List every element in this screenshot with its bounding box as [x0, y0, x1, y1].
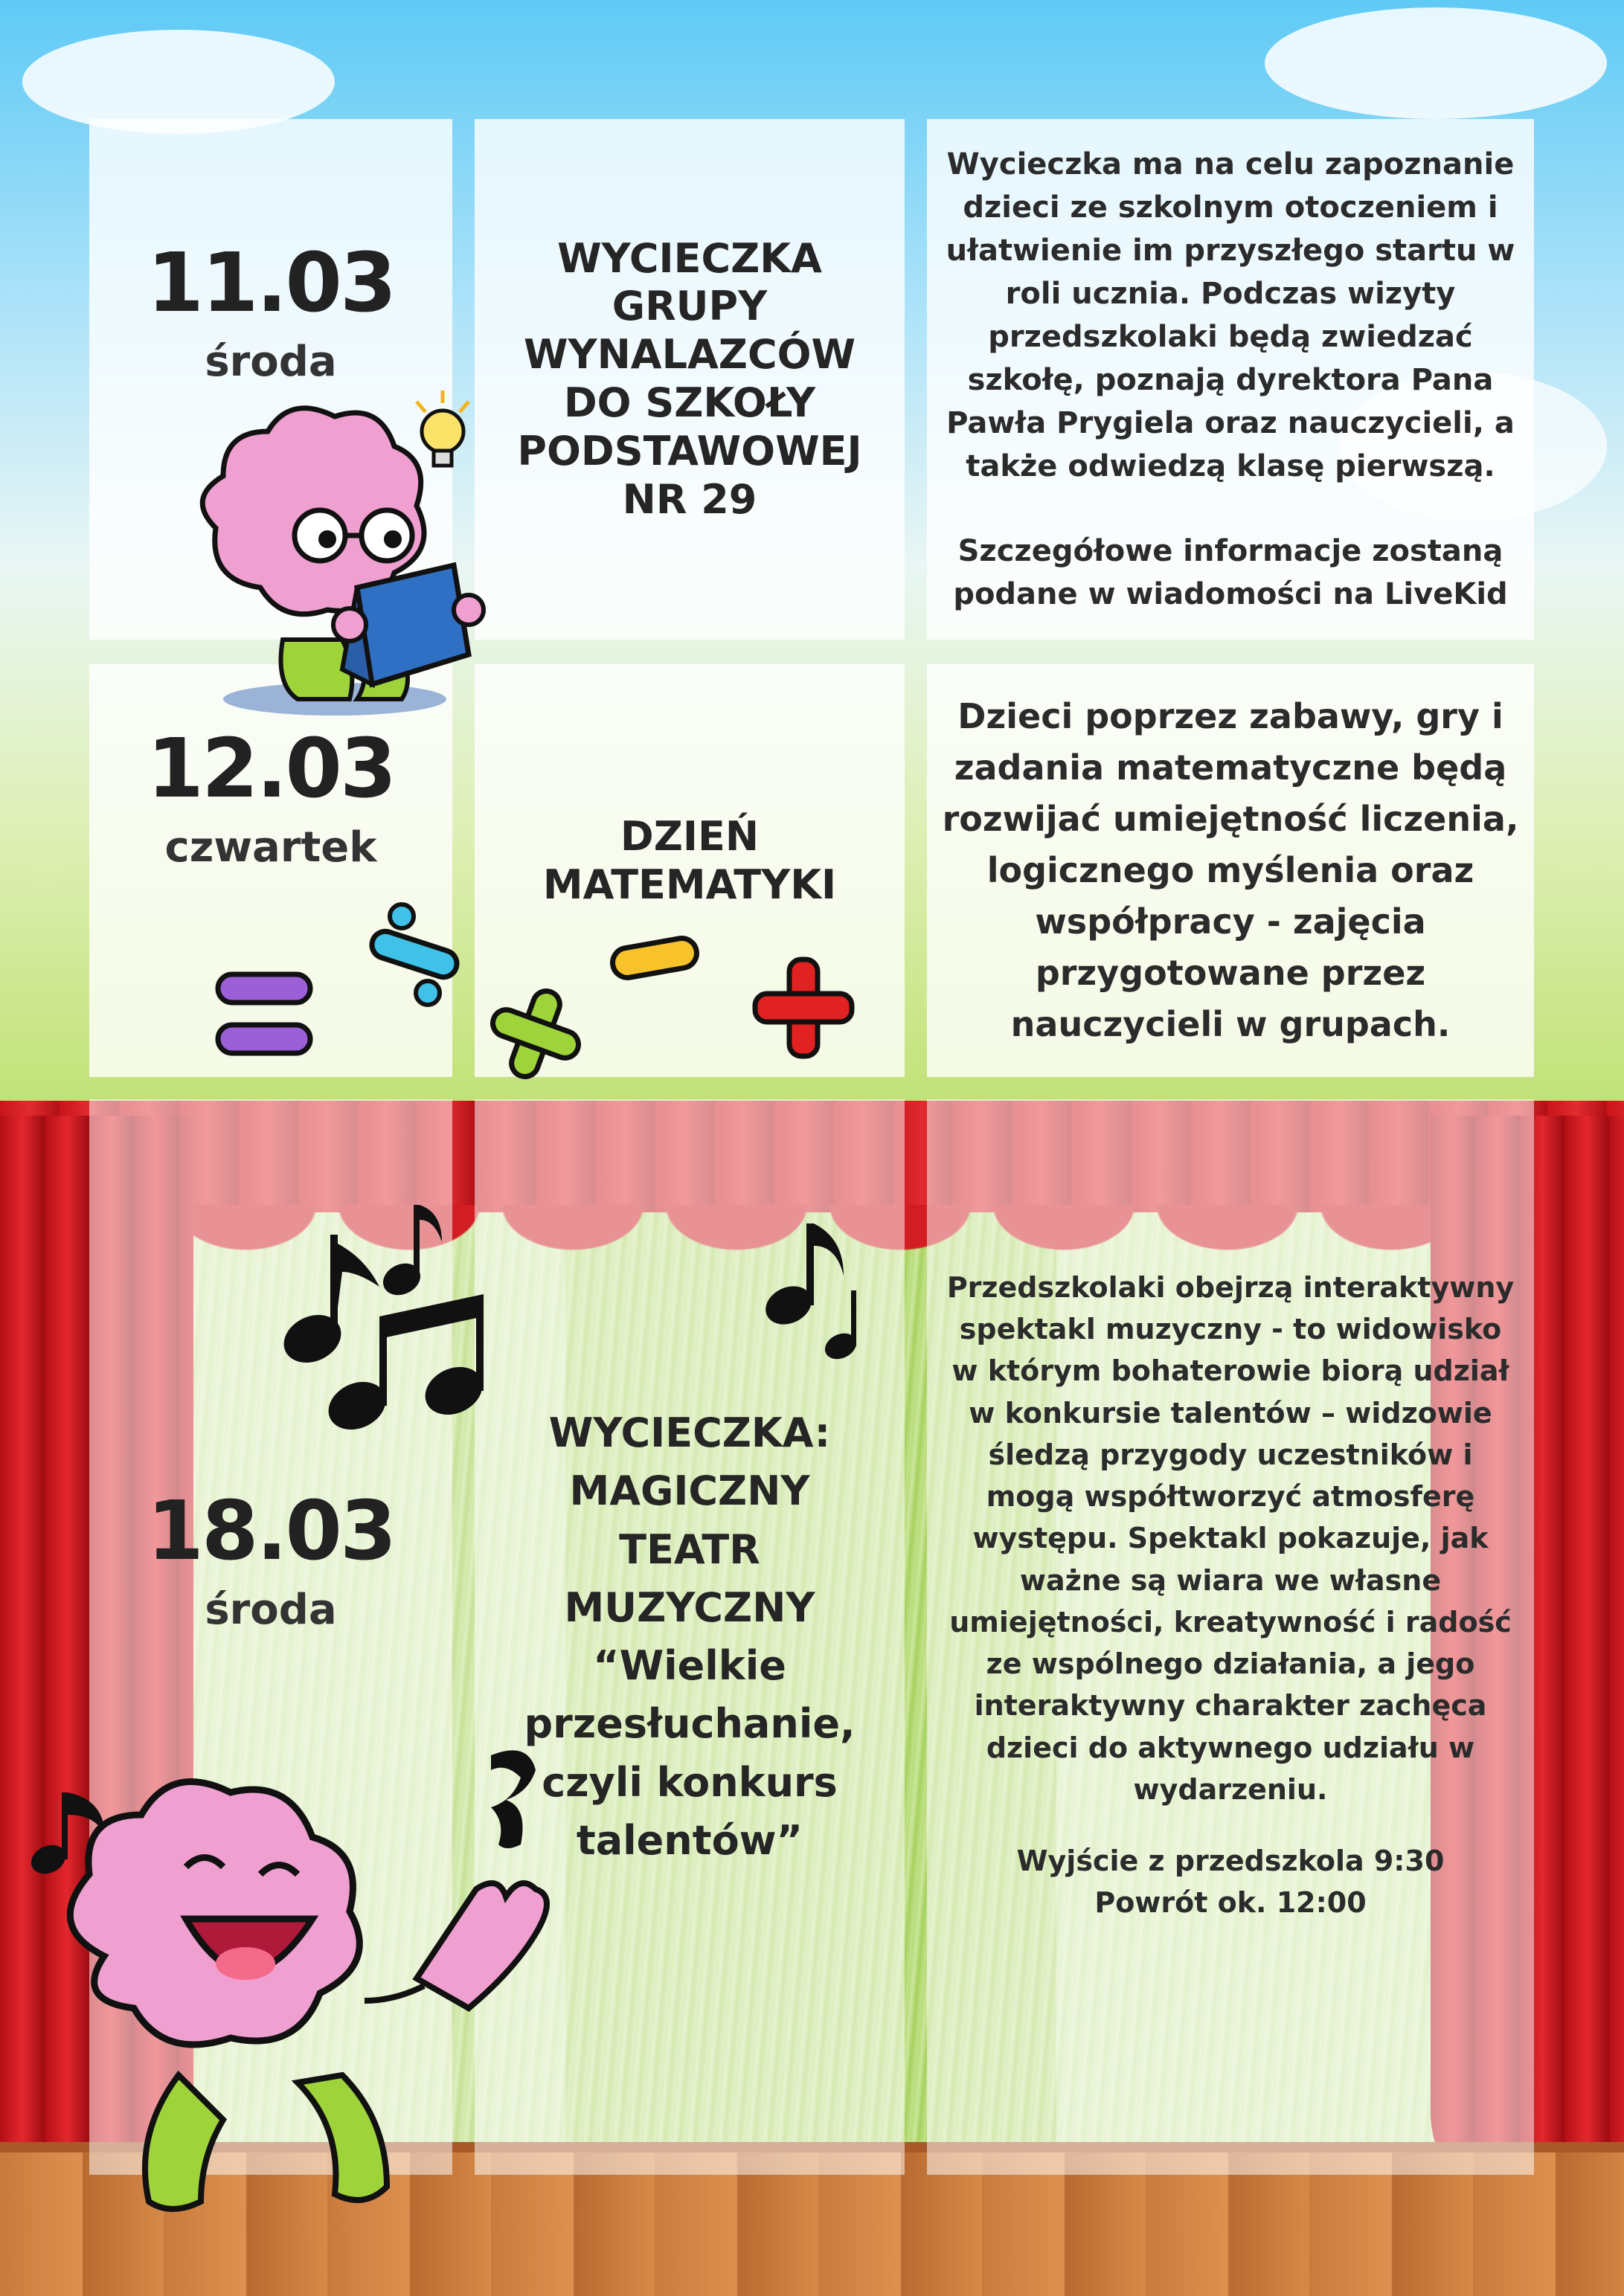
- event-title-line: DO SZKOŁY: [563, 379, 816, 426]
- event-title-line: talentów”: [576, 1817, 803, 1865]
- plus-sign-green-icon: [484, 982, 588, 1086]
- event-title-line: WYCIECZKA:: [548, 1409, 831, 1456]
- event-title-line: NR 29: [622, 475, 757, 523]
- event-date: 12.03: [147, 721, 395, 816]
- event-title-line: PODSTAWOWEJ: [517, 427, 862, 475]
- event-description: [927, 1267, 1534, 1924]
- division-sign-icon: [365, 900, 465, 1012]
- event-title-line: GRUPY: [612, 283, 768, 330]
- event-title: [543, 813, 836, 910]
- event-title-line: MAGICZNY: [569, 1467, 810, 1515]
- event-title-line: DZIEŃ: [620, 813, 760, 860]
- cloud-decoration: [22, 30, 335, 134]
- description-paragraph: Wycieczka ma na celu zapoznanie dzieci ze szkolnym otoczeniem i ułatwienie im przyszłego startu w roli ucznia. Podczas wizyty przedszkolaki będą zwiedzać szkołę, poznają dyrektora Pana Pawła Prygiela oraz nauczycieli, a także odwiedzą klasę pierwszą.: [946, 147, 1515, 483]
- music-note-icon: [275, 1197, 513, 1443]
- event-title-line: “Wielkie: [593, 1642, 786, 1690]
- event-1-description-cell: [927, 119, 1534, 640]
- event-title-line: WYCIECZKA: [557, 234, 822, 282]
- event-date: 18.03: [147, 1483, 395, 1578]
- brain-mascot-singing-icon: [15, 1755, 625, 2276]
- event-day: środa: [205, 338, 337, 386]
- event-title-line: TEATR: [619, 1525, 760, 1573]
- event-title-line: WYNALAZCÓW: [523, 331, 856, 379]
- event-title-line: MATEMATYKI: [542, 861, 837, 908]
- description-paragraph: Szczegółowe informacje zostaną podane w wiadomości na LiveKid: [953, 534, 1508, 611]
- event-2-description-cell: [927, 664, 1534, 1077]
- description-paragraph: Wyjście z przedszkola 9:30: [1016, 1845, 1445, 1878]
- event-title-line: MUZYCZNY: [564, 1583, 815, 1631]
- cloud-decoration: [1265, 7, 1607, 119]
- event-description: [927, 691, 1534, 1050]
- music-note-icon: [759, 1216, 870, 1365]
- description-paragraph: Dzieci poprzez zabawy, gry i zadania matematyczne będą rozwijać umiejętność liczenia, logicznego myślenia oraz współpracy - zajęcia przygotowane przez nauczycieli w grupach.: [942, 696, 1519, 1044]
- description-paragraph: Przedszkolaki obejrzą interaktywny spektakl muzyczny - to widowisko w którym bohaterowie biorą udział w konkursie talentów – widzowie śledzą przygody uczestników i mogą współtworzyć atmosferę występu. Spektakl pokazuje, jak ważne są wiara we własne umiejętności, kreatywność i radość ze wspólnego działania, a jego interaktywny charakter zachęca dzieci do aktywnego udziału w wydarzeniu.: [946, 1271, 1515, 1806]
- equals-sign-icon: [212, 967, 316, 1064]
- description-paragraph: Powrót ok. 12:00: [1094, 1886, 1367, 1920]
- event-description: [927, 143, 1534, 616]
- event-3-description-cell: [927, 1099, 1534, 2175]
- event-date: 11.03: [147, 235, 395, 330]
- event-day: czwartek: [164, 823, 377, 872]
- event-title-line: czyli konkurs: [542, 1758, 838, 1806]
- minus-sign-icon: [606, 930, 703, 989]
- plus-sign-red-icon: [748, 952, 859, 1064]
- lightbulb-icon: [402, 387, 484, 476]
- event-1-title-cell: [475, 119, 905, 640]
- event-title: [517, 235, 861, 524]
- event-title-line: przesłuchanie,: [524, 1700, 856, 1748]
- event-day: środa: [205, 1586, 337, 1634]
